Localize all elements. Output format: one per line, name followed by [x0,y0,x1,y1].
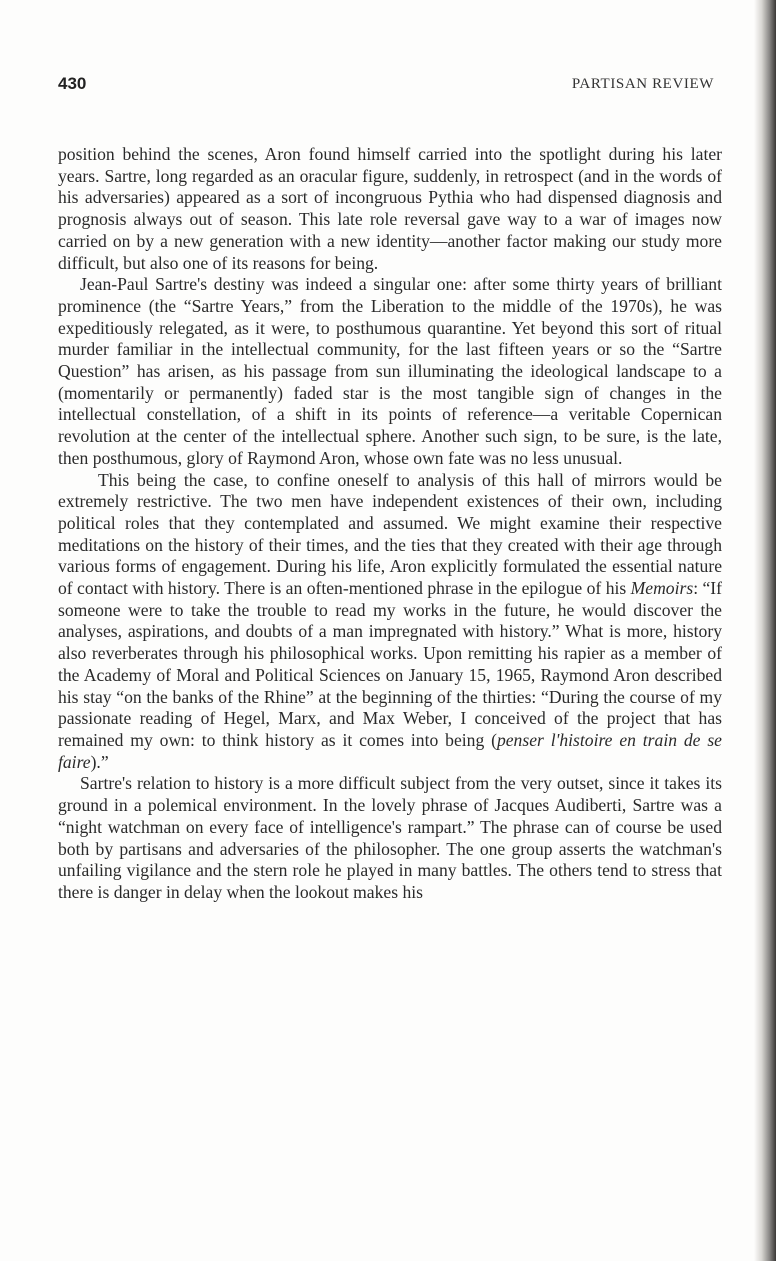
body-text [58,144,722,904]
paragraph-3-part-c: ).” [90,751,109,772]
french-phrase: penser l'histoire en train de se faire [58,729,722,772]
paragraph-4: Sartre's relation to history is a more difficult subject from the very outset, since it takes its ground in a polemical environment. In the lovely phrase of Jacques Audiberti, Sartre was a “night watchman on every face of intelligence's rampart.” The phrase can of course be used both by partisans and adversaries of the philosopher. The one group asserts the watchman's unfailing vigilance and the stern role he played in many battles. The others tend to stress that there is danger in delay when the lookout makes his [58,773,722,902]
paragraph-3-part-b: : “If someone were to take the trouble to read my works in the future, he would discover the analyses, aspirations, and doubts of a man impregnated with history.” What is more, history also reverberates through his philosophical works. Upon remitting his rapier as a member of the Academy of Moral and Political Sciences on January 15, 1965, Raymond Aron described his stay “on the banks of the Rhine” at the beginning of the thirties: “During the course of my passionate reading of Hegel, Marx, and Max Weber, I conceived of the project that has remained my own: to think history as it comes into being ( [58,578,723,750]
page-edge-shadow [754,0,776,1261]
running-head: PARTISAN REVIEW [571,76,714,92]
page-header [58,74,714,96]
page-number: 430 [58,74,87,93]
paragraph-3-part-a: This being the case, to confine oneself to analysis of this hall of mirrors would be extremely restrictive. The two men have independent existences of their own, including political roles that they contemplated and assumed. We might examine their respective meditations on the history of their times, and the ties that they created with their age through various forms of engagement. During his life, Aron explicitly formulated the essential nature of contact with history. There is an often-mentioned phrase in the epilogue of his [58,469,722,599]
paragraph-1: position behind the scenes, Aron found himself carried into the spotlight during his later years. Sartre, long regarded as an oracular figure, suddenly, in retrospect (and in the words of his adversaries) appeared as a sort of incongruous Pythia who had dispensed diagnosis and prognosis always out of season. This late role reversal gave way to a war of images now carried on by a new generation with a new identity—another factor making our study more difficult, but also one of its reasons for being. [58,144,722,273]
memoirs-title: Memoirs [630,578,694,599]
paragraph-3 [58,470,722,774]
paragraph-2: Jean-Paul Sartre's destiny was indeed a singular one: after some thirty years of brilliant prominence (the “Sartre Years,” from the Liberation to the middle of the 1970s), he was expeditiously relegated, as it were, to posthumous quarantine. Yet beyond this sort of ritual murder familiar in the intellectual community, for the last fifteen years or so the “Sartre Question” has arisen, as his passage from sun illuminating the ideological landscape to a (momentarily or permanently) faded star is the most tangible sign of changes in the intellectual constellation, of a shift in its points of reference—a veritable Copernican revolution at the center of the intellectual sphere. Another such sign, to be sure, is the late, then posthumous, glory of Raymond Aron, whose own fate was no less unusual. [58,274,722,468]
